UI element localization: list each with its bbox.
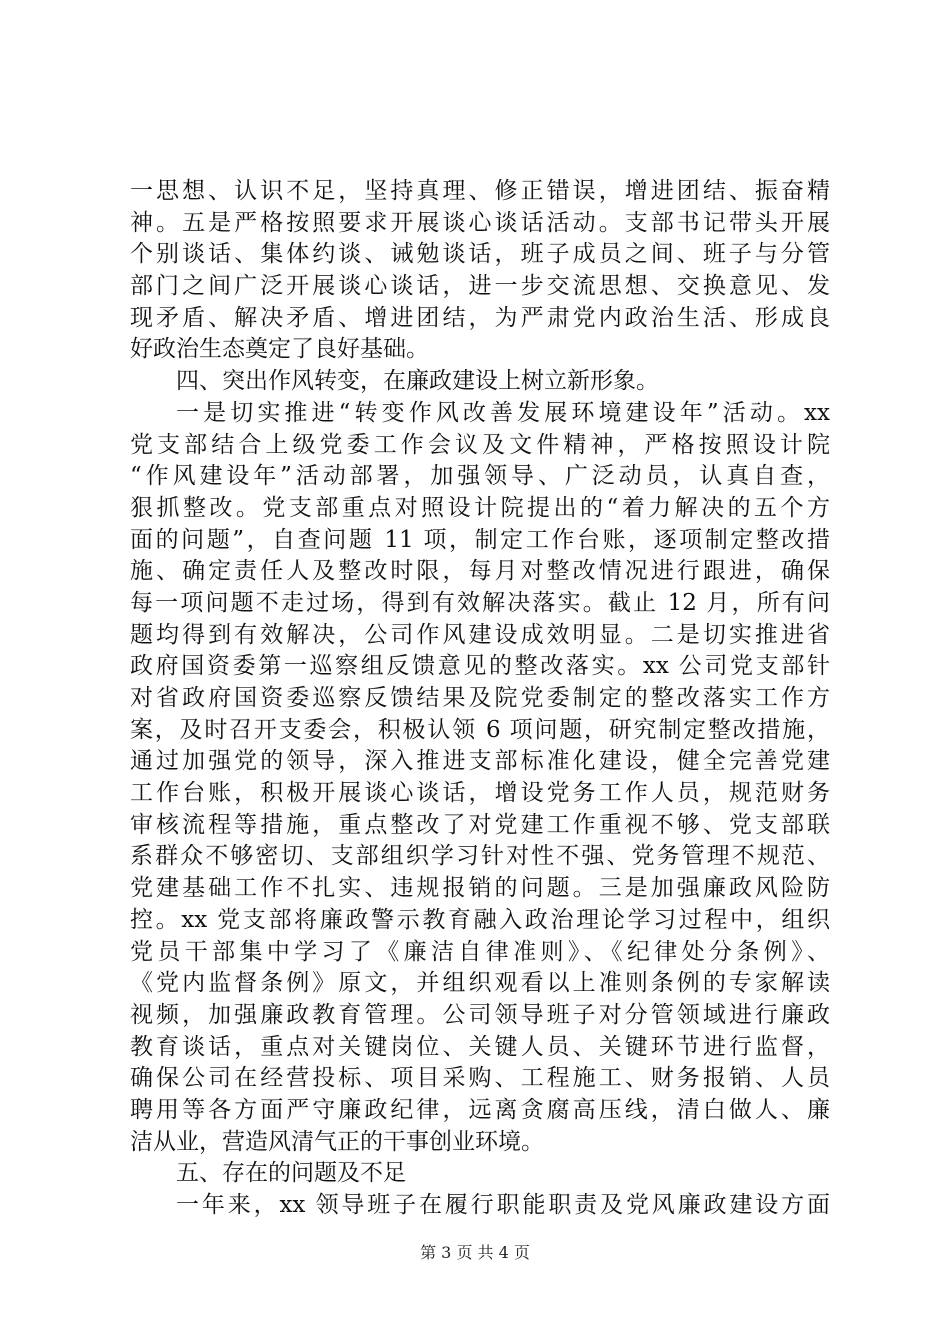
page-number-footer: 第 3 页 共 4 页	[420, 1243, 530, 1262]
text-line: 洁从业，营造风清气正的干事创业环境。	[130, 1128, 544, 1155]
text-line: 《党内监督条例》原文，并组织观看以上准则条例的专家解读	[130, 970, 830, 997]
text-line: 面的问题”，自查问题 11 项，制定工作台账，逐项制定整改措	[130, 526, 830, 553]
text-line: 确保公司在经营投标、项目采购、工程施工、财务报销、人员	[130, 1065, 830, 1092]
text-line: 党支部结合上级党委工作会议及文件精神，严格按照设计院	[130, 431, 830, 458]
text-line: 审核流程等措施，重点整改了对党建工作重视不够、党支部联	[130, 811, 830, 838]
text-line: 教育谈话，重点对关键岗位、关键人员、关键环节进行监督，	[130, 1033, 830, 1060]
section-heading: 五、存在的问题及不足	[176, 1160, 406, 1187]
text-line: 党建基础工作不扎实、违规报销的问题。三是加强廉政风险防	[130, 875, 830, 902]
text-line: 通过加强党的领导，深入推进支部标准化建设，健全完善党建	[130, 748, 830, 775]
text-line: 题均得到有效解决，公司作风建设成效明显。二是切实推进省	[130, 621, 830, 648]
text-line: 狠抓整改。党支部重点对照设计院提出的“着力解决的五个方	[130, 494, 830, 521]
text-line: 系群众不够密切、支部组织学习针对性不强、党务管理不规范、	[130, 843, 830, 870]
text-line: 好政治生态奠定了良好基础。	[130, 336, 429, 363]
text-line: 现矛盾、解决矛盾、增进团结，为严肃党内政治生活、形成良	[130, 304, 830, 331]
text-line: 每一项问题不走过场，得到有效解决落实。截止 12 月，所有问	[130, 589, 830, 616]
text-line: 政府国资委第一巡察组反馈意见的整改落实。xx 公司党支部针	[130, 653, 830, 680]
text-line: 视频，加强廉政教育管理。公司领导班子对分管领域进行廉政	[130, 1001, 830, 1028]
text-line: 一年来，xx 领导班子在履行职能职责及党风廉政建设方面	[176, 1192, 830, 1218]
text-line: 党员干部集中学习了《廉洁自律准则》、《纪律处分条例》、	[130, 938, 830, 965]
text-line: 对省政府国资委巡察反馈结果及院党委制定的整改落实工作方	[130, 685, 830, 711]
text-line: 施、确定责任人及整改时限，每月对整改情况进行跟进，确保	[130, 558, 830, 585]
text-line: 案，及时召开支委会，积极认领 6 项问题，研究制定整改措施，	[130, 716, 830, 743]
text-line: “作风建设年”活动部署，加强领导、广泛动员，认真自查，	[130, 463, 830, 490]
text-line: 工作台账，积极开展谈心谈话，增设党务工作人员，规范财务	[130, 780, 830, 807]
text-line: 一是切实推进“转变作风改善发展环境建设年”活动。xx	[176, 399, 830, 426]
text-line: 个别谈话、集体约谈、诫勉谈话，班子成员之间、班子与分管	[130, 241, 830, 268]
text-line: 一思想、认识不足，坚持真理、修正错误，增进团结、振奋精	[130, 178, 830, 204]
text-line: 控。xx 党支部将廉政警示教育融入政治理论学习过程中，组织	[130, 906, 830, 933]
text-line: 聘用等各方面严守廉政纪律，远离贪腐高压线，清白做人、廉	[130, 1096, 830, 1123]
section-heading: 四、突出作风转变，在廉政建设上树立新形象。	[176, 368, 659, 395]
body-text	[130, 176, 830, 1222]
text-line: 神。五是严格按照要求开展谈心谈话活动。支部书记带头开展	[130, 209, 830, 236]
text-line: 部门之间广泛开展谈心谈话，进一步交流思想、交换意见、发	[130, 273, 830, 300]
